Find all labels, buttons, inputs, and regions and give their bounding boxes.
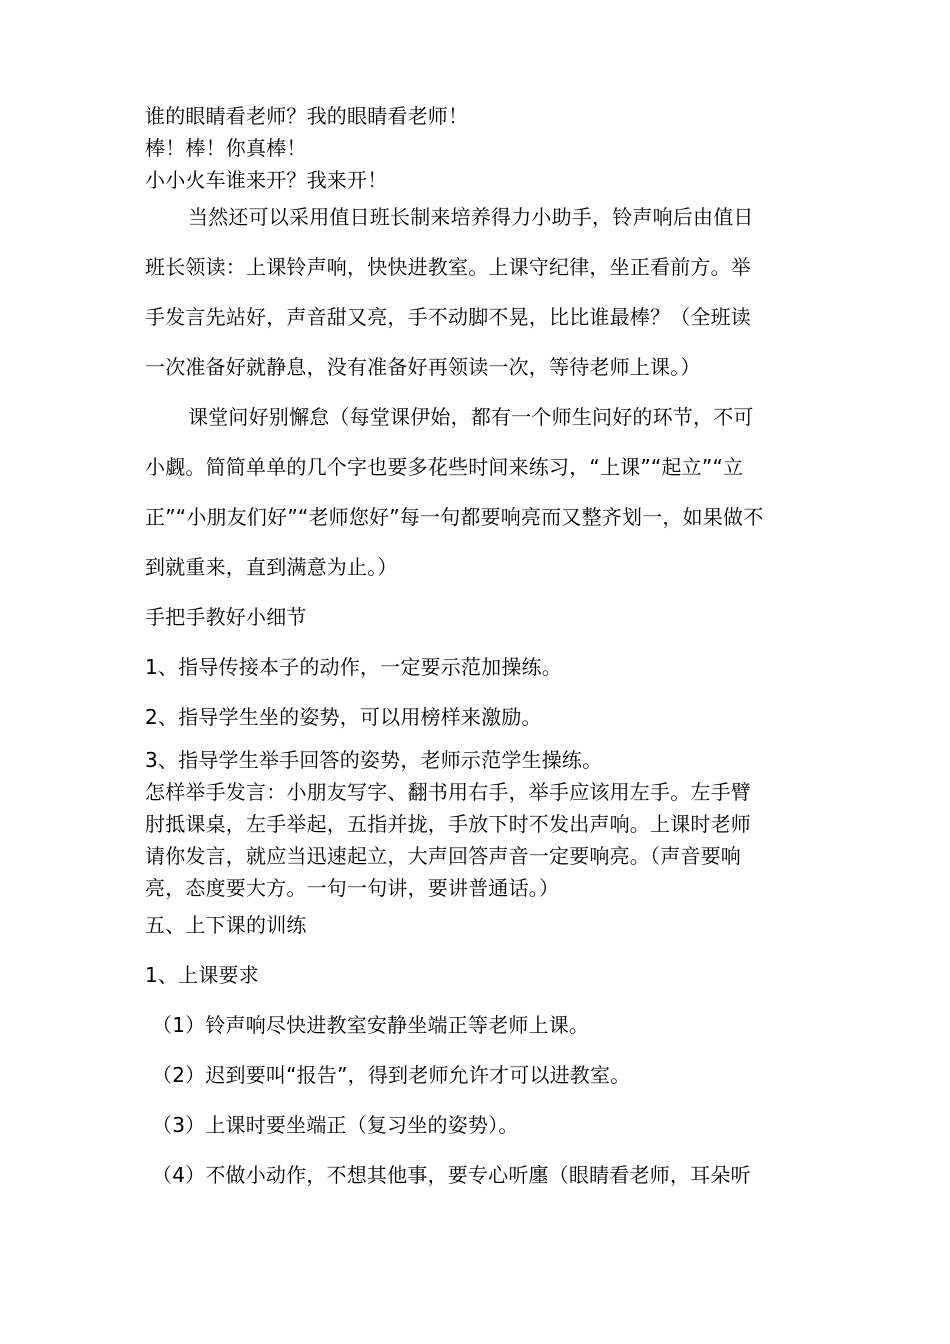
paragraph-line: 小觑。简简单单的几个字也要多花些时间来练习，“上课”“起立”“立 <box>145 455 744 479</box>
paragraph-line: 当然还可以采用值日班长制来培养得力小助手，铃声响后由值日 <box>188 205 754 229</box>
section-heading: 手把手教好小细节 <box>145 605 307 629</box>
paragraph-line: 请你发言，就应当迅速起立，大声回答声音一定要响亮。（声音要响 <box>145 844 741 868</box>
section-heading: 五、上下课的训练 <box>145 913 307 937</box>
paragraph-line: 课堂问好别懈怠（每堂课伊始，都有一个师生问好的环节，不可 <box>188 405 754 429</box>
list-item: （3）上课时要坐端正（复习坐的姿势）。 <box>152 1113 519 1137</box>
list-item: 1、指导传接本子的动作，一定要示范加操练。 <box>145 655 562 679</box>
paragraph-line: 手发言先站好，声音甜又亮，手不动脚不晃，比比谁最棒？（全班读 <box>145 305 751 329</box>
list-item: （4）不做小动作，不想其他事，要专心听廛（眼睛看老师，耳朵听 <box>152 1163 751 1187</box>
list-item: （1）铃声响尽快进教室安静坐端正等老师上课。 <box>152 1013 590 1037</box>
paragraph-line: 亮，态度要大方。一句一句讲，要讲普通话。） <box>145 876 560 900</box>
paragraph-line: 到就重来，直到满意为止。） <box>145 555 398 579</box>
paragraph-line: 肘抵课桌，左手举起，五指并拢，手放下时不发出声响。上课时老师 <box>145 812 751 836</box>
text-line: 小小火车谁来开？我来开！ <box>145 168 388 192</box>
list-item: （2）迟到要叫“报告”，得到老师允许才可以进教室。 <box>152 1063 631 1087</box>
text-line: 谁的眼睛看老师？我的眼睛看老师！ <box>145 104 469 128</box>
paragraph-line: 班长领读：上课铃声响，快快进教室。上课守纪律，坐正看前方。举 <box>145 255 751 279</box>
paragraph-line: 正”“小朋友们好”“老师您好”每一句都要响亮而又整齐划一，如果做不 <box>145 505 764 529</box>
paragraph-line: 一次准备好就静息，没有准备好再领读一次，等待老师上课。） <box>145 355 701 379</box>
paragraph-line: 怎样举手发言：小朋友写字、翻书用右手，举手应该用左手。左手臂 <box>145 780 751 804</box>
text-line: 棒！棒！你真棒！ <box>145 136 307 160</box>
list-item: 2、指导学生坐的姿势，可以用榜样来激励。 <box>145 705 542 729</box>
list-item: 3、指导学生举手回答的姿势，老师示范学生操练。 <box>145 748 603 772</box>
subsection-heading: 1、上课要求 <box>145 963 259 987</box>
